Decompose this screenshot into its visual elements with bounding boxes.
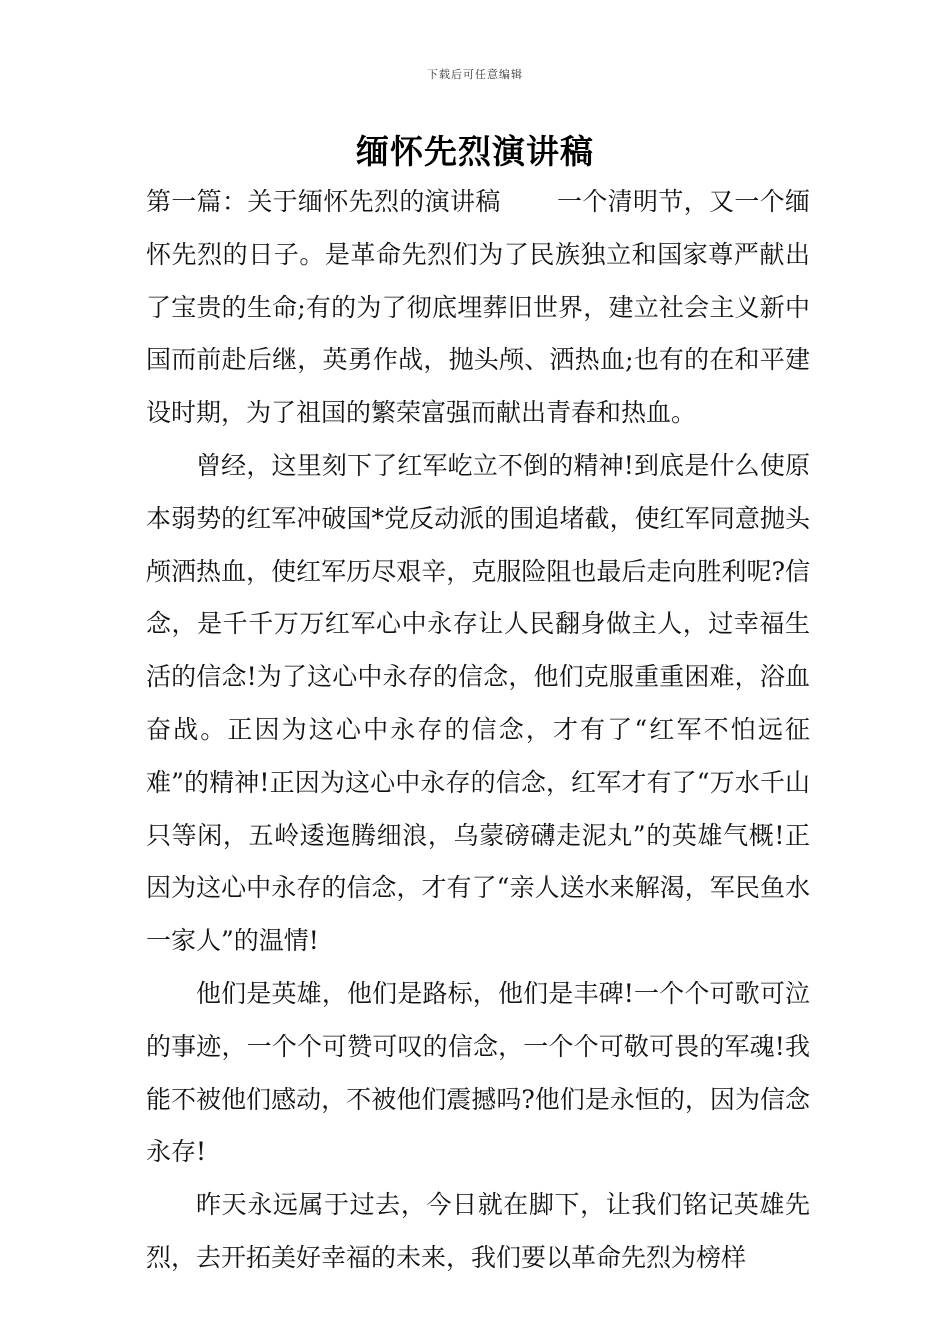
paragraph-1-text: 一个清明节，又一个缅怀先烈的日子。是革命先烈们为了民族独立和国家尊严献出了宝贵的生命;有的为了彻底埋葬旧世界，建立社会主义新中国而前赴后继，英勇作战，抛头颅、洒热血;也有的在和平建设时期，为了祖国的繁荣富强而献出青春和热血。 — [146, 187, 810, 428]
paragraph-1 — [146, 176, 810, 440]
page-header-note: 下载后可任意编辑 — [427, 68, 523, 81]
section-heading: 第一篇：关于缅怀先烈的演讲稿 — [146, 187, 501, 216]
paragraph-2: 曾经，这里刻下了红军屹立不倒的精神!到底是什么使原本弱势的红军冲破国*党反动派的围追堵截，使红军同意抛头颅洒热血，使红军历尽艰辛，克服险阻也最后走向胜利呢?信念，是千千万万红军心中永存让人民翻身做主人，过幸福生活的信念!为了这心中永存的信念，他们克服重重困难，浴血奋战。正因为这心中永存的信念，才有了“红军不怕远征难”的精神!正因为这心中永存的信念，红军才有了“万水千山只等闲，五岭逶迤腾细浪，乌蒙磅礴走泥丸”的英雄气概!正因为这心中永存的信念，才有了“亲人送水来解渴，军民鱼水一家人”的温情! — [146, 450, 810, 956]
document-title: 缅怀先烈演讲稿 — [356, 132, 594, 171]
paragraph-3: 他们是英雄，他们是路标，他们是丰碑!一个个可歌可泣的事迹，一个个可赞可叹的信念，一个个可敬可畏的军魂!我能不被他们感动，不被他们震撼吗?他们是永恒的，因为信念永存! — [146, 978, 810, 1167]
paragraph-4: 昨天永远属于过去，今日就在脚下，让我们铭记英雄先烈，去开拓美好幸福的未来，我们要以革命先烈为榜样 — [146, 1190, 810, 1272]
document-body — [146, 176, 810, 1285]
